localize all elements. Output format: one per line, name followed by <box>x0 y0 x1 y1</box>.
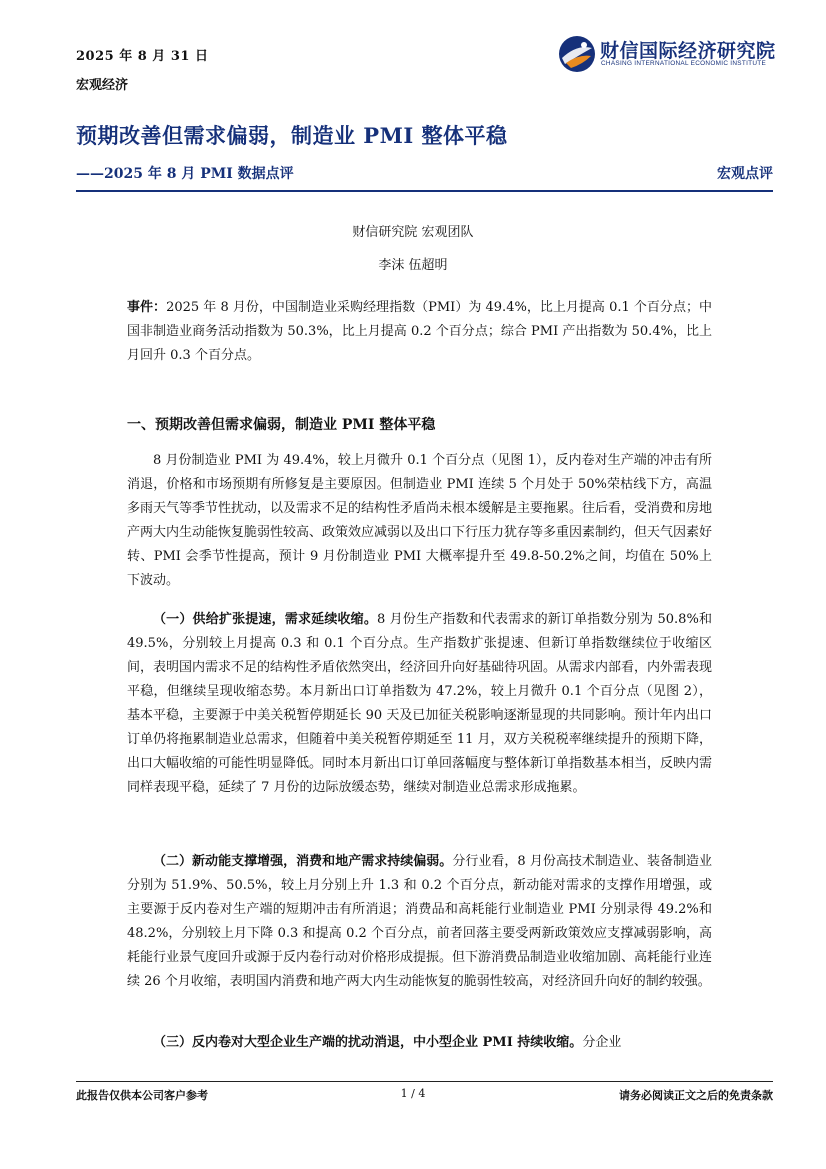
paragraph-text: 分企业 <box>582 1035 622 1050</box>
page-number: 1 / 4 <box>400 1087 426 1100</box>
footer-disclaimer-left: 此报告仅供本公司客户参考 <box>76 1089 208 1102</box>
body-paragraph-2 <box>127 608 712 800</box>
body-paragraph-1 <box>127 449 712 593</box>
paragraph-text: 8 月份制造业 PMI 为 49.4%，较上月微升 0.1 个百分点（见图 1），反内卷对生产端的冲击有所消退，价格和市场预期有所修复是主要原因。但制造业 PMI 连续 5 个月处于 50%荣枯线下方，高温多雨天气等季节性扰动，以及需求不足的结构性矛盾尚未根本缓解是主要拖累。往后看，受消费和房地产两大内生动能恢复脆弱性较高、政策效应减弱以及出口下行压力犹存等多重因素制约，但天气因素好转、PMI 会季节性提高，预计 9 月份制造业 PMI 大概率提升至 49.8-50.2%之间，均值在 50%上下波动。 <box>127 453 713 588</box>
report-date: 2025 年 8 月 31 日 <box>76 49 209 64</box>
logo-english-name: CHASING INTERNATIONAL ECONOMIC INSTITUTE <box>601 60 767 67</box>
event-label: 事件： <box>127 300 167 315</box>
footer-disclaimer-right: 请务必阅读正文之后的免责条款 <box>619 1089 773 1102</box>
subsection-heading: （二）新动能支撑增强，消费和地产需求持续偏弱。 <box>153 854 453 869</box>
globe-logo-icon <box>557 34 597 74</box>
paragraph-text: 分行业看，8 月份高技术制造业、装备制造业分别为 51.9%、50.5%，较上月分别上升 1.3 和 0.2 个百分点，新动能对需求的支撑作用增强，或主要源于反内卷对生产端的短期冲击有所消退；消费品和高耗能行业制造业 PMI 分别录得 49.2%和 48.2%，分别较上月下降 0.3 和提高 0.2 个百分点，前者回落主要受两新政策效应支撑减弱影响，高耗能行业景气度回升或源于反内卷行动对价格形成提振。但下游消费品制造业收缩加剧、高耗能行业连续 26 个月收缩，表明国内消费和地产两大内生动能恢复的脆弱性较高，对经济回升向好的制约较强。 <box>127 854 713 989</box>
page-subtitle: ——2025 年 8 月 PMI 数据点评 <box>76 166 294 182</box>
authors: 李沫 伍超明 <box>378 258 448 273</box>
page-title: 预期改善但需求偏弱，制造业 PMI 整体平稳 <box>76 123 508 148</box>
report-type-label: 宏观点评 <box>717 166 773 182</box>
paragraph-text: 8 月份生产指数和代表需求的新订单指数分别为 50.8%和 49.5%，分别较上月提高 0.3 和 0.1 个百分点。生产指数扩张提速、但新订单指数继续位于收缩区间，表明国内需求不足的结构性矛盾依然突出，经济回升向好基础待巩固。从需求内部看，内外需表现平稳，但继续呈现收缩态势。本月新出口订单指数为 47.2%，较上月微升 0.1 个百分点（见图 2），基本平稳，主要源于中美关税暂停期延长 90 天及已加征关税影响逐渐显现的共同影响。预计年内出口订单仍将拖累制造业总需求，但随着中美关税暂停期延至 11 月，双方关税税率继续提升的预期下降，出口大幅收缩的可能性明显降低。同时本月新出口订单回落幅度与整体新订单指数基本相当，反映内需同样表现平稳，延续了 7 月份的边际放缓态势，继续对制造业总需求形成拖累。 <box>127 612 713 795</box>
event-text: 2025 年 8 月份，中国制造业采购经理指数（PMI）为 49.4%，比上月提高 0.1 个百分点；中国非制造业商务活动指数为 50.3%，比上月提高 0.2 个百分点；综合 PMI 产出指数为 50.4%，比上月回升 0.3 个百分点。 <box>127 300 712 363</box>
subsection-heading: （三）反内卷对大型企业生产端的扰动消退，中小型企业 PMI 持续收缩。 <box>153 1035 583 1050</box>
institute-logo <box>557 34 782 76</box>
subsection-heading: （一）供给扩张提速，需求延续收缩。 <box>153 612 378 627</box>
footer-divider <box>76 1081 773 1082</box>
logo-chinese-name: 财信国际经济研究院 <box>600 40 776 62</box>
body-paragraph-3 <box>127 850 712 994</box>
event-paragraph <box>127 296 712 368</box>
title-divider <box>76 190 773 192</box>
report-section: 宏观经济 <box>76 78 129 93</box>
body-paragraph-4 <box>127 1031 712 1055</box>
section-heading: 一、预期改善但需求偏弱，制造业 PMI 整体平稳 <box>127 417 436 433</box>
research-team: 财信研究院 宏观团队 <box>352 225 474 240</box>
